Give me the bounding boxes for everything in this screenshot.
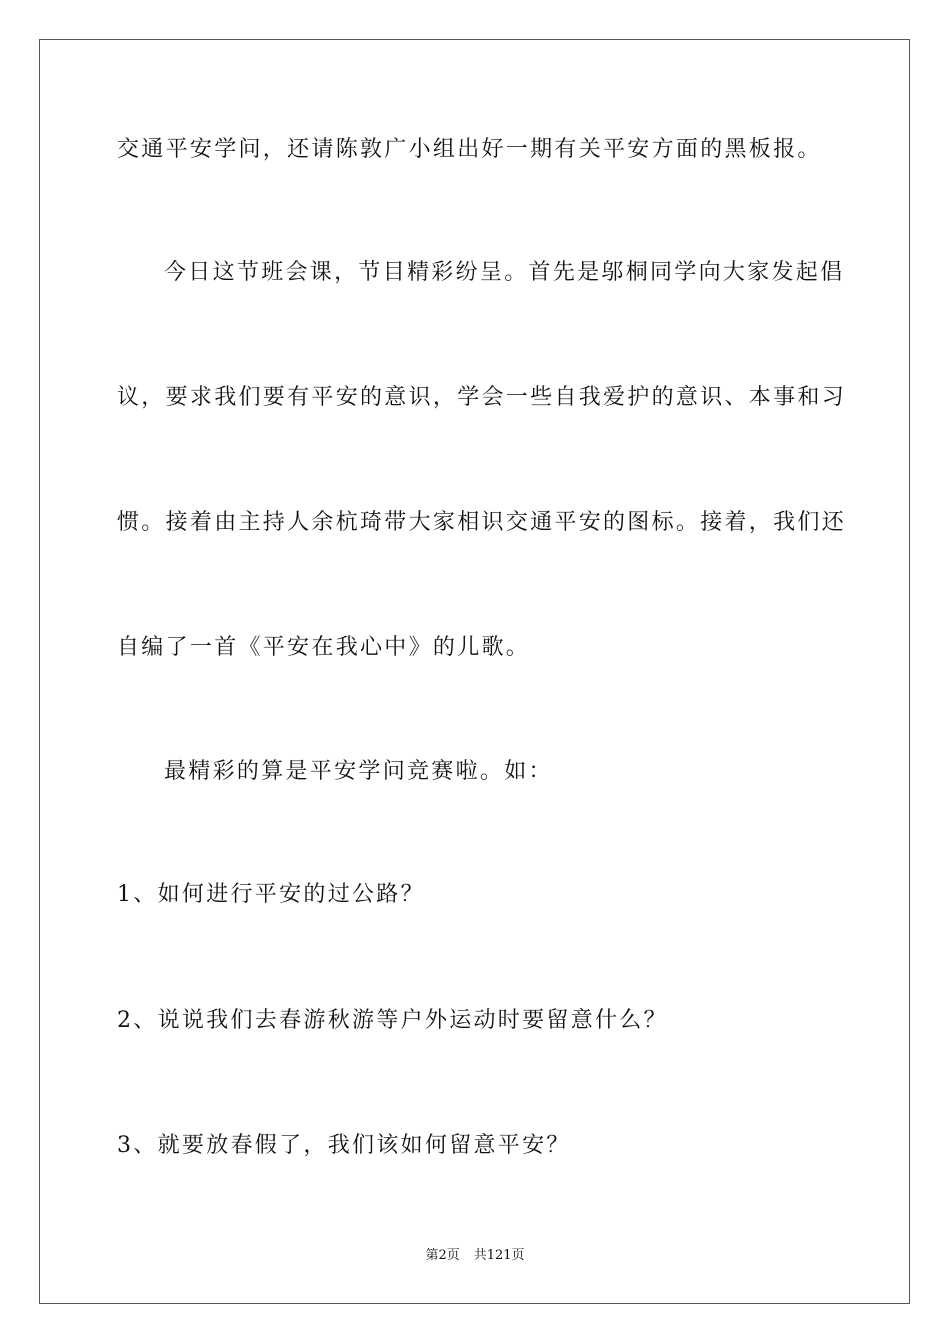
text-line: 自编了一首《平安在我心中》的儿歌。	[117, 635, 531, 660]
page-footer	[0, 1247, 950, 1265]
list-item: 3、就要放春假了，我们该如何留意平安？	[117, 1133, 571, 1158]
page-number: 第2页	[425, 1248, 460, 1263]
text-line: 今日这节班会课，节目精彩纷呈。首先是邬桐同学向大家发起倡	[164, 260, 845, 285]
text-line: 交通平安学问，还请陈敦广小组出好一期有关平安方面的黑板报。	[117, 137, 822, 162]
text-line: 最精彩的算是平安学问竞赛啦。如：	[164, 759, 553, 784]
total-pages: 共121页	[473, 1248, 525, 1263]
page-border	[39, 39, 910, 1304]
text-line: 议，要求我们要有平安的意识，学会一些自我爱护的意识、本事和习	[117, 385, 847, 410]
list-item: 1、如何进行平安的过公路？	[117, 882, 425, 907]
list-item: 2、说说我们去春游秋游等户外运动时要留意什么？	[117, 1008, 668, 1033]
text-line: 惯。接着由主持人余杭琦带大家相识交通平安的图标。接着，我们还	[117, 510, 847, 535]
